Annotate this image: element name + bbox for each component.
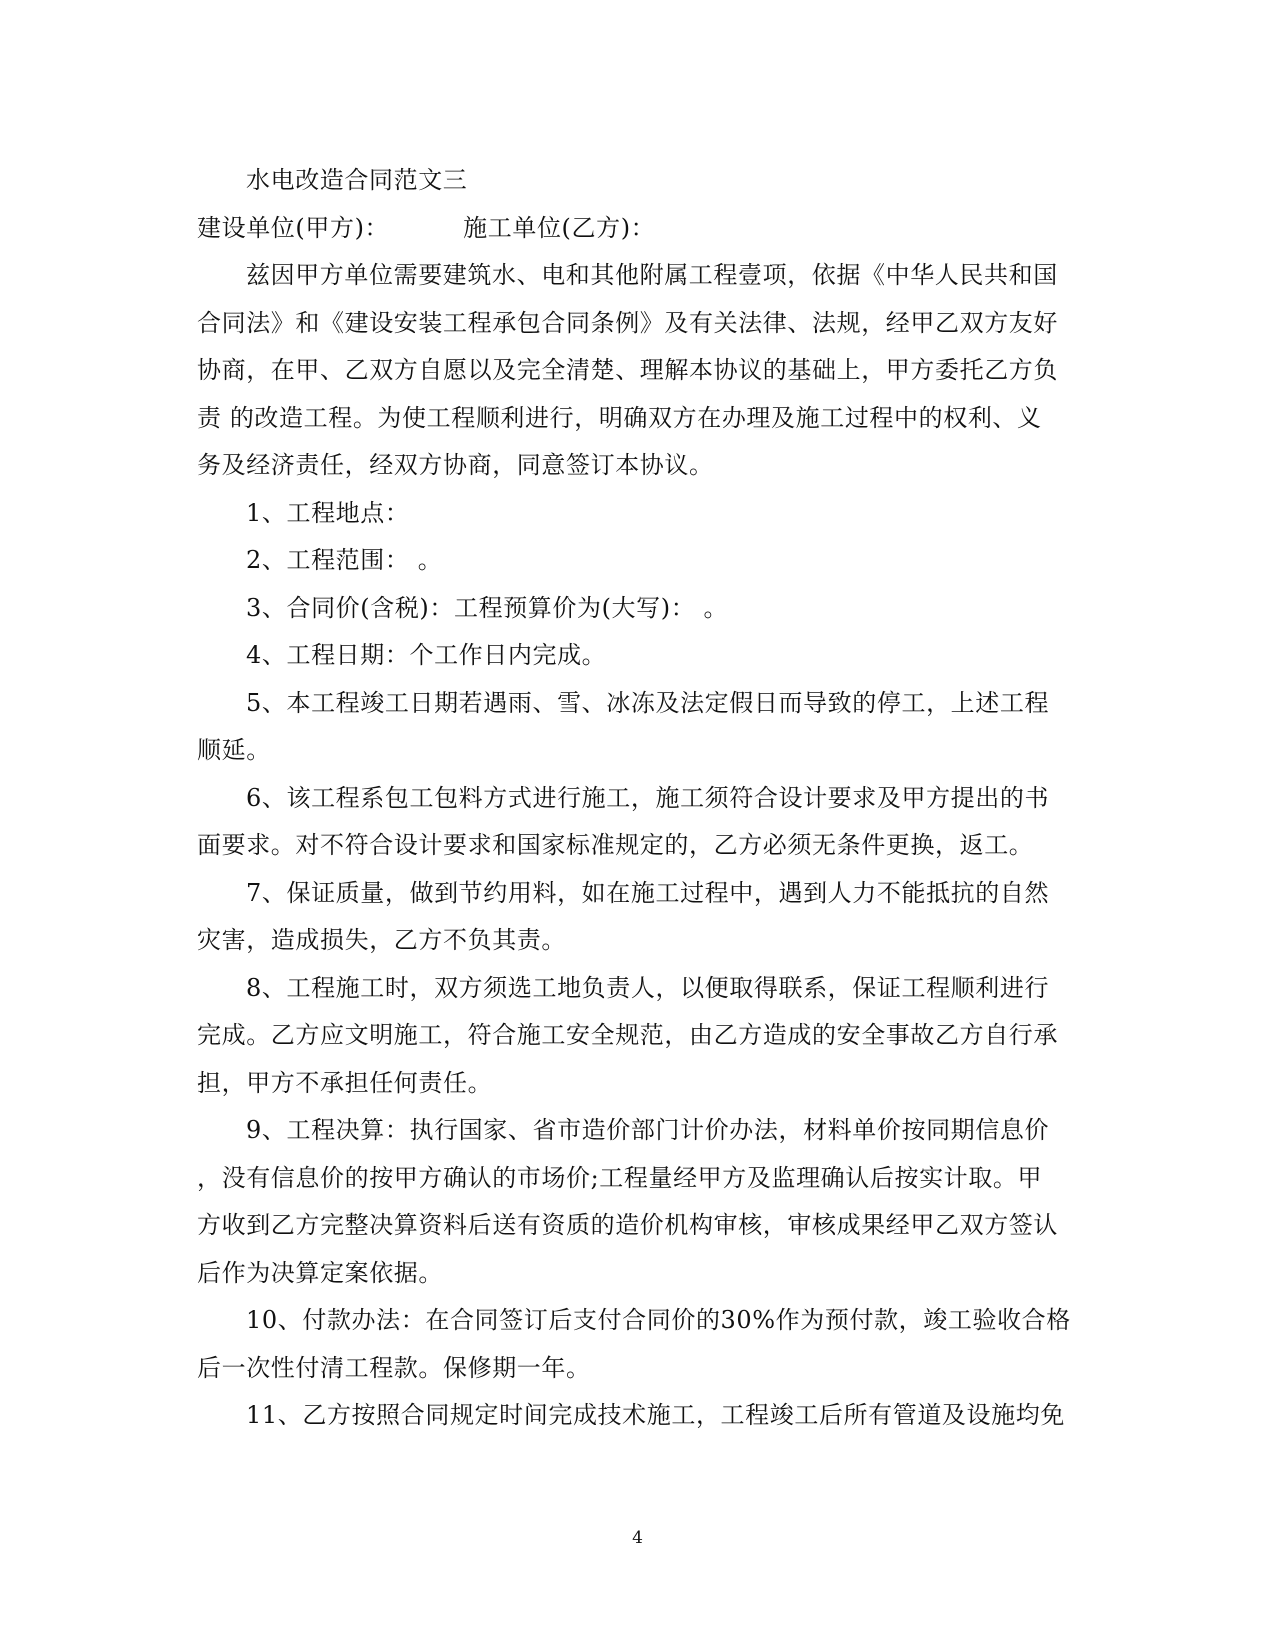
clause-line: 11、乙方按照合同规定时间完成技术施工，工程竣工后所有管道及设施均免 [246,1401,1065,1429]
party-a-label: 建设单位(甲方)： [197,213,390,242]
party-b-label: 施工单位(乙方)： [463,213,656,242]
document-body [197,157,1077,1440]
clause-5 [197,680,1077,775]
clause-line: 面要求。对不符合设计要求和国家标准规定的，乙方必须无条件更换，返工。 [197,831,1034,859]
clause-line: 完成。乙方应文明施工，符合施工安全规范，由乙方造成的安全事故乙方自行承 [197,1021,1058,1049]
parties-row [197,205,1077,253]
clause-line: 后一次性付清工程款。保修期一年。 [197,1353,591,1382]
clause-2 [197,537,1077,585]
clause-line: 担，甲方不承担任何责任。 [197,1068,493,1097]
clause-11 [197,1392,1077,1440]
intro-line: 协商，在甲、乙双方自愿以及完全清楚、理解本协议的基础上，甲方委托乙方负 [197,356,1058,384]
intro-line: 兹因甲方单位需要建筑水、电和其他附属工程壹项，依据《中华人民共和国 [246,261,1058,289]
clause-line: 6、该工程系包工包料方式进行施工，施工须符合设计要求及甲方提出的书 [246,783,1050,812]
clause-7 [197,870,1077,965]
intro-paragraph [197,252,1077,490]
intro-line: 合同法》和《建设安装工程承包合同条例》及有关法律、法规，经甲乙双方友好 [197,308,1058,337]
clause-line: 9、工程决算：执行国家、省市造价部门计价办法，材料单价按同期信息价 [246,1116,1050,1144]
clause-6 [197,775,1077,870]
clause-line: 4、工程日期：个工作日内完成。 [246,641,607,669]
clause-line: 7、保证质量，做到节约用料，如在施工过程中，遇到人力不能抵抗的自然 [246,878,1050,907]
clause-line: 2、工程范围： 。 [246,546,443,574]
clause-4 [197,632,1077,680]
clause-line: 5、本工程竣工日期若遇雨、雪、冰冻及法定假日而导致的停工，上述工程 [246,688,1050,717]
clause-line: 后作为决算定案依据。 [197,1258,443,1287]
document-title: 水电改造合同范文三 [246,166,468,194]
clause-line: ，没有信息价的按甲方确认的市场价;工程量经甲方及监理确认后按实计取。甲 [197,1163,1043,1192]
clause-line: 方收到乙方完整决算资料后送有资质的造价机构审核，审核成果经甲乙双方签认 [197,1211,1058,1239]
clause-9 [197,1107,1077,1297]
intro-line: 责 的改造工程。为使工程顺利进行，明确双方在办理及施工过程中的权利、义 [197,403,1042,432]
page-number: 4 [632,1528,643,1548]
clause-line: 1、工程地点： [246,498,410,527]
clause-8 [197,965,1077,1108]
clause-line: 灾害，造成损失，乙方不负其责。 [197,926,566,954]
clause-line: 8、工程施工时，双方须选工地负责人，以便取得联系，保证工程顺利进行 [246,973,1050,1002]
intro-line: 务及经济责任，经双方协商，同意签订本协议。 [197,451,714,479]
clause-line: 10、付款办法：在合同签订后支付合同价的30%作为预付款，竣工验收合格 [246,1306,1071,1334]
clause-10 [197,1297,1077,1392]
clause-line: 顺延。 [197,736,271,764]
clause-line: 3、合同价(含税)：工程预算价为(大写)： 。 [246,593,729,622]
clause-3 [197,585,1077,633]
clause-1 [197,490,1077,538]
